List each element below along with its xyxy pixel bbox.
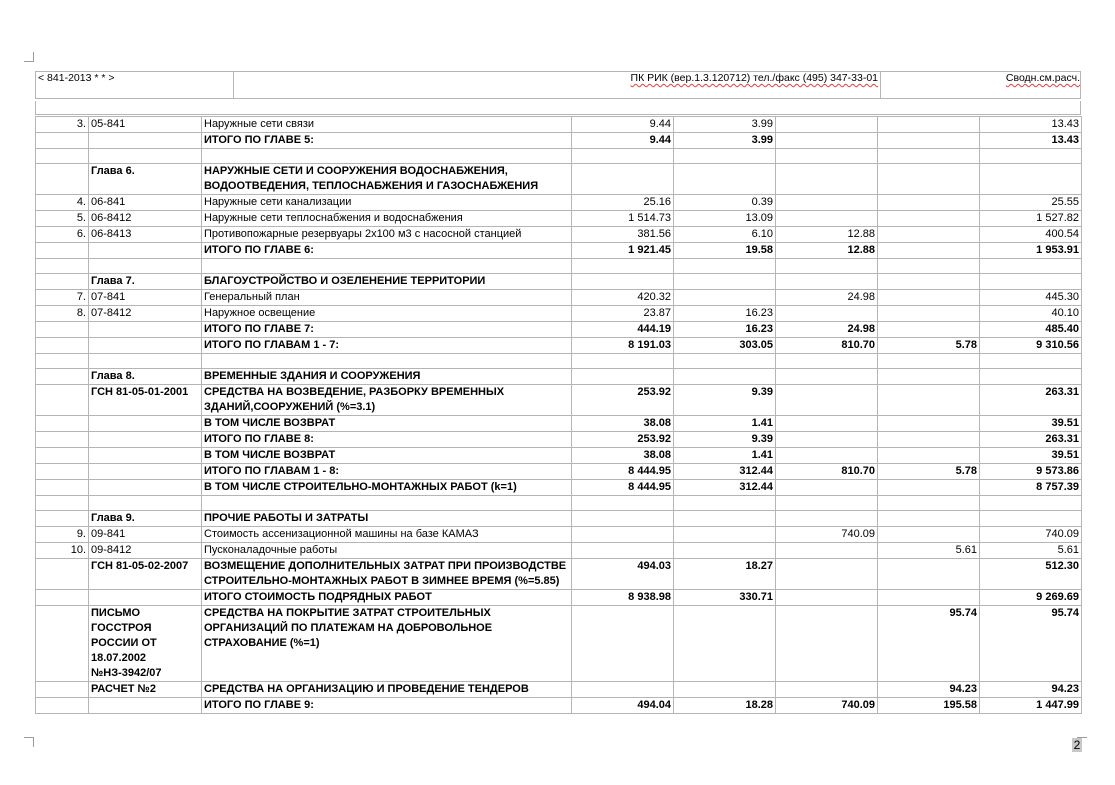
cell-description: СРЕДСТВА НА ПОКРЫТИЕ ЗАТРАТ СТРОИТЕЛЬНЫХ ОРГАНИЗАЦИЙ ПО ПЛАТЕЖАМ НА ДОБРОВОЛЬНОЕ СТРАХОВАНИЕ (%=1)	[202, 606, 572, 682]
cell-construction-works	[572, 511, 674, 527]
cell-row-number: 10.	[36, 543, 89, 559]
page-header	[35, 71, 1081, 99]
cell-equipment: 810.70	[776, 464, 878, 480]
spacer-cell	[980, 149, 1082, 164]
cell-total: 39.51	[980, 448, 1082, 464]
cell-installation-works: 330.71	[674, 590, 776, 606]
spacer-cell	[202, 354, 572, 369]
cell-description: Стоимость ассенизационной машины на базе КАМАЗ	[202, 527, 572, 543]
cell-total	[980, 511, 1082, 527]
cell-other-costs	[878, 322, 980, 338]
cell-row-number	[36, 274, 89, 290]
table-row	[36, 543, 1082, 559]
cell-equipment	[776, 559, 878, 590]
page-corner-mark	[24, 737, 34, 747]
cell-equipment	[776, 195, 878, 211]
cell-total: 1 447.99	[980, 698, 1082, 714]
cell-construction-works: 8 938.98	[572, 590, 674, 606]
cell-other-costs	[878, 195, 980, 211]
cell-installation-works: 3.99	[674, 117, 776, 133]
cell-total: 512.30	[980, 559, 1082, 590]
spacer-row	[36, 354, 1082, 369]
spacer-cell	[36, 259, 89, 274]
cell-installation-works	[674, 606, 776, 682]
spacer-row	[36, 496, 1082, 511]
cell-installation-works: 16.23	[674, 306, 776, 322]
cell-row-number	[36, 416, 89, 432]
cell-row-number	[36, 385, 89, 416]
cell-row-number	[36, 511, 89, 527]
header-software-info: ПК РИК (вер.1.3.120712) тел./факс (495) 347-33-01	[233, 72, 881, 98]
cell-code	[89, 480, 202, 496]
table-row	[36, 416, 1082, 432]
cell-code: Глава 9.	[89, 511, 202, 527]
cell-installation-works	[674, 369, 776, 385]
cell-equipment	[776, 274, 878, 290]
cell-row-number: 6.	[36, 227, 89, 243]
cell-description: Наружные сети канализации	[202, 195, 572, 211]
cell-equipment: 12.88	[776, 227, 878, 243]
cell-description: Наружное освещение	[202, 306, 572, 322]
cell-code	[89, 590, 202, 606]
table-row	[36, 274, 1082, 290]
spacer-cell	[878, 496, 980, 511]
cell-equipment	[776, 448, 878, 464]
cell-construction-works: 38.08	[572, 448, 674, 464]
cell-construction-works: 9.44	[572, 117, 674, 133]
cell-row-number	[36, 338, 89, 354]
cell-other-costs	[878, 590, 980, 606]
cell-code: 09-841	[89, 527, 202, 543]
cell-equipment	[776, 306, 878, 322]
cell-total: 740.09	[980, 527, 1082, 543]
table-row	[36, 195, 1082, 211]
cell-code: 06-8413	[89, 227, 202, 243]
cell-installation-works: 13.09	[674, 211, 776, 227]
cell-code	[89, 464, 202, 480]
cell-construction-works	[572, 606, 674, 682]
cell-equipment	[776, 133, 878, 149]
cell-code: 05-841	[89, 117, 202, 133]
table-row	[36, 480, 1082, 496]
cell-description: ИТОГО ПО ГЛАВЕ 5:	[202, 133, 572, 149]
table-row	[36, 243, 1082, 259]
summary-estimate-table	[35, 116, 1082, 714]
cell-row-number: 9.	[36, 527, 89, 543]
cell-other-costs	[878, 480, 980, 496]
spacer-cell	[89, 259, 202, 274]
cell-installation-works	[674, 511, 776, 527]
spacer-cell	[36, 496, 89, 511]
cell-construction-works	[572, 274, 674, 290]
cell-other-costs	[878, 369, 980, 385]
cell-equipment	[776, 385, 878, 416]
cell-other-costs	[878, 164, 980, 195]
cell-equipment: 740.09	[776, 527, 878, 543]
cell-equipment: 24.98	[776, 290, 878, 306]
cell-equipment	[776, 211, 878, 227]
spacer-cell	[89, 354, 202, 369]
table-row	[36, 559, 1082, 590]
cell-code	[89, 243, 202, 259]
table-row	[36, 322, 1082, 338]
cell-code	[89, 322, 202, 338]
cell-construction-works: 253.92	[572, 432, 674, 448]
cell-other-costs	[878, 432, 980, 448]
cell-description: ИТОГО ПО ГЛАВАМ 1 - 7:	[202, 338, 572, 354]
cell-description: Генеральный план	[202, 290, 572, 306]
spacer-cell	[572, 354, 674, 369]
cell-construction-works: 420.32	[572, 290, 674, 306]
table-row	[36, 227, 1082, 243]
cell-installation-works: 303.05	[674, 338, 776, 354]
cell-other-costs: 5.61	[878, 543, 980, 559]
cell-construction-works	[572, 543, 674, 559]
page-corner-mark	[24, 52, 34, 62]
cell-other-costs	[878, 243, 980, 259]
spacer-cell	[202, 496, 572, 511]
cell-equipment: 810.70	[776, 338, 878, 354]
table-row	[36, 432, 1082, 448]
cell-total: 1 953.91	[980, 243, 1082, 259]
cell-total: 485.40	[980, 322, 1082, 338]
spacer-cell	[202, 259, 572, 274]
cell-total	[980, 164, 1082, 195]
cell-row-number	[36, 133, 89, 149]
table-row	[36, 338, 1082, 354]
table-row	[36, 590, 1082, 606]
cell-description: НАРУЖНЫЕ СЕТИ И СООРУЖЕНИЯ ВОДОСНАБЖЕНИЯ, ВОДООТВЕДЕНИЯ, ТЕПЛОСНАБЖЕНИЯ И ГАЗОСНАБЖЕНИЯ	[202, 164, 572, 195]
cell-installation-works: 1.41	[674, 416, 776, 432]
cell-code: ГСН 81-05-01-2001	[89, 385, 202, 416]
cell-other-costs: 195.58	[878, 698, 980, 714]
cell-row-number	[36, 243, 89, 259]
cell-description: ИТОГО ПО ГЛАВЕ 9:	[202, 698, 572, 714]
cell-installation-works: 1.41	[674, 448, 776, 464]
cell-total: 94.23	[980, 682, 1082, 698]
cell-installation-works: 6.10	[674, 227, 776, 243]
cell-code: 07-841	[89, 290, 202, 306]
cell-row-number	[36, 559, 89, 590]
cell-construction-works: 253.92	[572, 385, 674, 416]
cell-description: СРЕДСТВА НА ВОЗВЕДЕНИЕ, РАЗБОРКУ ВРЕМЕННЫХ ЗДАНИЙ,СООРУЖЕНИЙ (%=3.1)	[202, 385, 572, 416]
cell-installation-works: 18.28	[674, 698, 776, 714]
table-row	[36, 682, 1082, 698]
cell-row-number	[36, 164, 89, 195]
table-row	[36, 211, 1082, 227]
cell-other-costs: 5.78	[878, 338, 980, 354]
cell-construction-works: 444.19	[572, 322, 674, 338]
spacer-cell	[674, 496, 776, 511]
spacer-cell	[776, 496, 878, 511]
cell-equipment	[776, 164, 878, 195]
spacer-cell	[572, 149, 674, 164]
cell-other-costs	[878, 227, 980, 243]
spacer-cell	[674, 354, 776, 369]
cell-installation-works: 18.27	[674, 559, 776, 590]
cell-description: В ТОМ ЧИСЛЕ ВОЗВРАТ	[202, 416, 572, 432]
cell-description: Противопожарные резервуары 2х100 м3 с насосной станцией	[202, 227, 572, 243]
cell-total: 39.51	[980, 416, 1082, 432]
cell-equipment	[776, 590, 878, 606]
cell-code	[89, 133, 202, 149]
cell-other-costs: 5.78	[878, 464, 980, 480]
cell-construction-works	[572, 682, 674, 698]
cell-code: 09-8412	[89, 543, 202, 559]
spacer-cell	[980, 354, 1082, 369]
cell-equipment	[776, 369, 878, 385]
cell-other-costs: 95.74	[878, 606, 980, 682]
cell-construction-works: 8 444.95	[572, 464, 674, 480]
cell-description: В ТОМ ЧИСЛЕ СТРОИТЕЛЬНО-МОНТАЖНЫХ РАБОТ (k=1)	[202, 480, 572, 496]
cell-construction-works	[572, 164, 674, 195]
table-row	[36, 290, 1082, 306]
cell-construction-works: 1 921.45	[572, 243, 674, 259]
cell-row-number: 8.	[36, 306, 89, 322]
cell-construction-works: 38.08	[572, 416, 674, 432]
cell-construction-works: 8 444.95	[572, 480, 674, 496]
cell-construction-works: 494.03	[572, 559, 674, 590]
cell-row-number: 7.	[36, 290, 89, 306]
cell-other-costs	[878, 306, 980, 322]
cell-total: 9 310.56	[980, 338, 1082, 354]
cell-construction-works: 9.44	[572, 133, 674, 149]
cell-code	[89, 448, 202, 464]
cell-code	[89, 698, 202, 714]
cell-row-number: 4.	[36, 195, 89, 211]
cell-total: 13.43	[980, 117, 1082, 133]
table-row	[36, 117, 1082, 133]
cell-installation-works	[674, 543, 776, 559]
cell-code: Глава 7.	[89, 274, 202, 290]
cell-total: 400.54	[980, 227, 1082, 243]
cell-other-costs	[878, 385, 980, 416]
cell-installation-works	[674, 164, 776, 195]
cell-code	[89, 338, 202, 354]
cell-total: 263.31	[980, 432, 1082, 448]
spacer-cell	[674, 259, 776, 274]
cell-construction-works: 494.04	[572, 698, 674, 714]
cell-code: 07-8412	[89, 306, 202, 322]
cell-installation-works	[674, 274, 776, 290]
cell-installation-works: 312.44	[674, 464, 776, 480]
cell-description: ВРЕМЕННЫЕ ЗДАНИЯ И СООРУЖЕНИЯ	[202, 369, 572, 385]
spacer-cell	[878, 149, 980, 164]
spacer-cell	[776, 354, 878, 369]
cell-construction-works: 25.16	[572, 195, 674, 211]
cell-installation-works	[674, 290, 776, 306]
cell-code: ПИСЬМО ГОССТРОЯ РОССИИ ОТ 18.07.2002 №НЗ-3942/07	[89, 606, 202, 682]
cell-other-costs	[878, 527, 980, 543]
table-row	[36, 511, 1082, 527]
table-row	[36, 448, 1082, 464]
cell-row-number	[36, 698, 89, 714]
cell-total: 25.55	[980, 195, 1082, 211]
cell-total: 40.10	[980, 306, 1082, 322]
cell-row-number	[36, 369, 89, 385]
cell-other-costs	[878, 211, 980, 227]
cell-installation-works	[674, 527, 776, 543]
cell-description: Наружные сети связи	[202, 117, 572, 133]
spacer-cell	[776, 259, 878, 274]
cell-description: В ТОМ ЧИСЛЕ ВОЗВРАТ	[202, 448, 572, 464]
spacer-cell	[674, 149, 776, 164]
cell-description: ИТОГО ПО ГЛАВАМ 1 - 8:	[202, 464, 572, 480]
cell-installation-works: 3.99	[674, 133, 776, 149]
cell-other-costs	[878, 559, 980, 590]
cell-equipment	[776, 511, 878, 527]
spacer-cell	[878, 354, 980, 369]
spacer-cell	[89, 149, 202, 164]
cell-description: ИТОГО ПО ГЛАВЕ 6:	[202, 243, 572, 259]
table-row	[36, 527, 1082, 543]
cell-code	[89, 432, 202, 448]
cell-code: РАСЧЕТ №2	[89, 682, 202, 698]
cell-description: Наружные сети теплоснабжения и водоснабжения	[202, 211, 572, 227]
cell-row-number	[36, 464, 89, 480]
spacer-cell	[980, 259, 1082, 274]
cell-total: 95.74	[980, 606, 1082, 682]
cell-installation-works: 9.39	[674, 432, 776, 448]
cell-equipment: 740.09	[776, 698, 878, 714]
cell-row-number	[36, 606, 89, 682]
cell-other-costs	[878, 274, 980, 290]
cell-row-number	[36, 590, 89, 606]
cell-other-costs	[878, 416, 980, 432]
table-row	[36, 385, 1082, 416]
cell-code: ГСН 81-05-02-2007	[89, 559, 202, 590]
table-row	[36, 164, 1082, 195]
table-row	[36, 464, 1082, 480]
cell-code: 06-841	[89, 195, 202, 211]
spacer-cell	[980, 496, 1082, 511]
cell-code: Глава 6.	[89, 164, 202, 195]
cell-description: СРЕДСТВА НА ОРГАНИЗАЦИЮ И ПРОВЕДЕНИЕ ТЕНДЕРОВ	[202, 682, 572, 698]
cell-equipment	[776, 480, 878, 496]
cell-description: ИТОГО СТОИМОСТЬ ПОДРЯДНЫХ РАБОТ	[202, 590, 572, 606]
cell-installation-works: 16.23	[674, 322, 776, 338]
header-spacer	[35, 101, 1081, 115]
cell-construction-works: 8 191.03	[572, 338, 674, 354]
cell-total: 445.30	[980, 290, 1082, 306]
cell-description: ИТОГО ПО ГЛАВЕ 7:	[202, 322, 572, 338]
cell-row-number	[36, 682, 89, 698]
page-number: 2	[1073, 738, 1081, 752]
spacer-cell	[89, 496, 202, 511]
cell-equipment	[776, 606, 878, 682]
spacer-cell	[202, 149, 572, 164]
cell-description: Пусконаладочные работы	[202, 543, 572, 559]
cell-equipment	[776, 117, 878, 133]
cell-total: 13.43	[980, 133, 1082, 149]
table-row	[36, 698, 1082, 714]
cell-total: 9 573.86	[980, 464, 1082, 480]
spacer-cell	[572, 496, 674, 511]
table-row	[36, 133, 1082, 149]
cell-installation-works: 19.58	[674, 243, 776, 259]
cell-description: БЛАГОУСТРОЙСТВО И ОЗЕЛЕНЕНИЕ ТЕРРИТОРИИ	[202, 274, 572, 290]
cell-installation-works: 312.44	[674, 480, 776, 496]
table-row	[36, 306, 1082, 322]
cell-equipment: 24.98	[776, 322, 878, 338]
cell-total: 5.61	[980, 543, 1082, 559]
cell-row-number: 3.	[36, 117, 89, 133]
cell-other-costs: 94.23	[878, 682, 980, 698]
cell-other-costs	[878, 511, 980, 527]
cell-row-number	[36, 432, 89, 448]
cell-installation-works: 9.39	[674, 385, 776, 416]
cell-description: ИТОГО ПО ГЛАВЕ 8:	[202, 432, 572, 448]
spacer-row	[36, 149, 1082, 164]
spacer-cell	[36, 149, 89, 164]
header-doc-code: < 841-2013 * * >	[35, 72, 233, 98]
cell-equipment	[776, 543, 878, 559]
cell-code: 06-8412	[89, 211, 202, 227]
spacer-row	[36, 259, 1082, 274]
cell-construction-works	[572, 527, 674, 543]
cell-installation-works	[674, 682, 776, 698]
cell-total: 263.31	[980, 385, 1082, 416]
cell-code	[89, 416, 202, 432]
cell-other-costs	[878, 117, 980, 133]
cell-total: 8 757.39	[980, 480, 1082, 496]
cell-total: 1 527.82	[980, 211, 1082, 227]
cell-row-number	[36, 480, 89, 496]
spacer-cell	[36, 354, 89, 369]
cell-other-costs	[878, 290, 980, 306]
spacer-cell	[572, 259, 674, 274]
cell-equipment	[776, 682, 878, 698]
cell-description: ПРОЧИЕ РАБОТЫ И ЗАТРАТЫ	[202, 511, 572, 527]
cell-total: 9 269.69	[980, 590, 1082, 606]
cell-row-number	[36, 448, 89, 464]
cell-description: ВОЗМЕЩЕНИЕ ДОПОЛНИТЕЛЬНЫХ ЗАТРАТ ПРИ ПРОИЗВОДСТВЕ СТРОИТЕЛЬНО-МОНТАЖНЫХ РАБОТ В ЗИМНЕЕ ВРЕМЯ (%=5.85)	[202, 559, 572, 590]
header-doc-type: Сводн.см.расч.	[881, 72, 1081, 98]
cell-other-costs	[878, 133, 980, 149]
cell-row-number: 5.	[36, 211, 89, 227]
cell-construction-works: 23.87	[572, 306, 674, 322]
cell-equipment	[776, 416, 878, 432]
cell-row-number	[36, 322, 89, 338]
cell-installation-works: 0.39	[674, 195, 776, 211]
table-row	[36, 606, 1082, 682]
spacer-cell	[878, 259, 980, 274]
cell-construction-works: 381.56	[572, 227, 674, 243]
table-row	[36, 369, 1082, 385]
cell-construction-works: 1 514.73	[572, 211, 674, 227]
cell-total	[980, 274, 1082, 290]
cell-other-costs	[878, 448, 980, 464]
cell-total	[980, 369, 1082, 385]
spacer-cell	[776, 149, 878, 164]
cell-equipment	[776, 432, 878, 448]
cell-code: Глава 8.	[89, 369, 202, 385]
cell-equipment: 12.88	[776, 243, 878, 259]
cell-construction-works	[572, 369, 674, 385]
